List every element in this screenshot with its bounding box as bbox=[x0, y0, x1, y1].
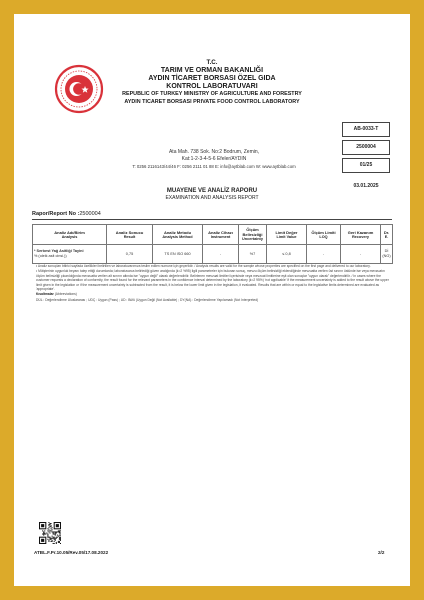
header-line-ministry: TARIM VE ORMAN BAKANLIĞI bbox=[160, 67, 264, 74]
header-cell: Limit Değer Limit Value bbox=[267, 225, 307, 245]
note-abbreviations: DÜL : Değerlendirme Uluslararası ; UDÇ : Uygun (Pass) ; UD : Büfü (Uygun Değil (Not Available) ; DY(NA) : Değerlendirme Yapılamadı (Not Interpreted) bbox=[36, 297, 259, 302]
header-cell: Dr. E. bbox=[381, 225, 393, 245]
cell-limit: ≤ 0,8 bbox=[267, 245, 307, 264]
note-conformity: • Mütşterinin uygunluk beyanı talep ettiği durumlarda; laboratuvarca belirlediği güven aralığında (k=2 %95) ilgili parametreler için bulunan sonuç, mevzu ölçüm belirsizliği eklendiğinde mevzuatta verilen üst sınırın üstünde ise veya mevzuatın ölçüm belirsizliği çıkarıldığında mevzuatta verilen alt sınırın altında ise "uygun değil" olarak değerlendirilir. Belirlenen mevzuat limitleri içerisinde veya mevzuat limitlerine eşit olan sonuçlar "uygun olarak" değerlendirilir. / In cases where the customer requests a declaration of conformity, the result found for the relevant parameters in the confidence interval determined by the laboratory (k=2 95%) 'not applicable' if the measurement uncertainty is added to the result above the upper limit given in the legislation or if the measurement uncertainty is subtracted from the result, it is below the lower limit given in the legislation, it evaluated. Results that are within or equal to the legislative limits determined are evaluated as 'appropriate'. bbox=[36, 269, 389, 292]
note-validity: • Analiz sonuçları bitirici sayfada özellikleri belirtilen ve laboratuvarımıza teslim edilen numune için geçerlidir. / Analysis results are valid for the sample whose properties are specified on the first page and delivered to our laboratory. bbox=[36, 264, 371, 268]
table-header-row bbox=[33, 225, 393, 245]
results-table bbox=[32, 224, 393, 264]
divider bbox=[32, 219, 392, 220]
header-cell: Analiz Sonucu Result bbox=[107, 225, 153, 245]
header-line-lab: AYDIN TİCARET BORSASI ÖZEL GIDA bbox=[148, 75, 276, 82]
header-cell: Analiz Cihazı Instrument bbox=[203, 225, 239, 245]
report-page bbox=[14, 14, 410, 586]
note-abbreviations-title: Kısaltmalar (Abbreviations) bbox=[36, 292, 77, 297]
contact-line: T: 0256 2116143/44/46 F: 0256 2111 01 88 E: info@aytblab.com W: www.aytblab.com bbox=[132, 164, 296, 170]
cell-uncertainty: %7 bbox=[239, 245, 267, 264]
qr-code-icon[interactable] bbox=[39, 522, 61, 544]
page-number: 2/2 bbox=[378, 550, 385, 555]
report-number-value: 2500004 bbox=[79, 211, 101, 217]
cell-loq: - bbox=[307, 245, 341, 264]
cell-dr: Dİ (NG) bbox=[381, 245, 393, 264]
header-line-tc: T.C. bbox=[206, 59, 218, 66]
form-code: ATBL.F.Pr.10.05/Rev.05/17.08.2022 bbox=[34, 550, 109, 555]
address-line-2: Kat:1-2-3-4-5-6 Efeler/AYDIN bbox=[181, 156, 247, 163]
header-line-ministry-en: REPUBLIC OF TURKEY MINISTRY OF AGRICULTURE AND FORESTRY bbox=[122, 91, 302, 97]
cell-recovery: - bbox=[341, 245, 381, 264]
header-cell: Geri Kazanım Recovery bbox=[341, 225, 381, 245]
header-line-lab-en: AYDIN TICARET BORSASI PRIVATE FOOD CONTROL LABORATORY bbox=[124, 98, 300, 105]
notes-block bbox=[36, 264, 392, 303]
cell-result: 0,75 bbox=[107, 245, 153, 264]
reference-code: AB-0033-T bbox=[342, 122, 390, 137]
cell-analysis: * Serbest Yağ Asitliği Tayini % (oleik asit cinsi.)) bbox=[33, 245, 107, 264]
report-title-tr: MUAYENE VE ANALİZ RAPORU bbox=[166, 188, 258, 194]
table-row bbox=[33, 245, 393, 264]
header-block bbox=[14, 59, 410, 106]
report-number bbox=[32, 211, 101, 217]
address-line-1: Ata Mah. 738 Sok. No:2 Bodrum, Zemin, bbox=[168, 149, 260, 155]
header-cell: Ölçüm Limiti LOQ bbox=[307, 225, 341, 245]
reference-number: 2500004 bbox=[342, 140, 390, 155]
header-cell: Analiz Metodu Analysis Method bbox=[153, 225, 203, 245]
report-date: 03.01.2025 bbox=[353, 183, 379, 189]
header-line-lab-2: KONTROL LABORATUVARI bbox=[166, 83, 258, 90]
cell-instrument: - bbox=[203, 245, 239, 264]
report-number-label: Rapor/Report No : bbox=[32, 211, 80, 217]
reference-box bbox=[342, 122, 390, 176]
report-title-en: EXAMINATION AND ANALYSIS REPORT bbox=[165, 195, 259, 201]
header-cell: Ölçüm Belirsizliği Uncertainty bbox=[239, 225, 267, 245]
report-title bbox=[14, 188, 410, 202]
reference-period: 01/25 bbox=[342, 158, 390, 173]
header-cell: Analiz Adı/Birim Analysis bbox=[33, 225, 107, 245]
cell-method: TS EN ISO 660 bbox=[153, 245, 203, 264]
address-block bbox=[114, 149, 314, 171]
